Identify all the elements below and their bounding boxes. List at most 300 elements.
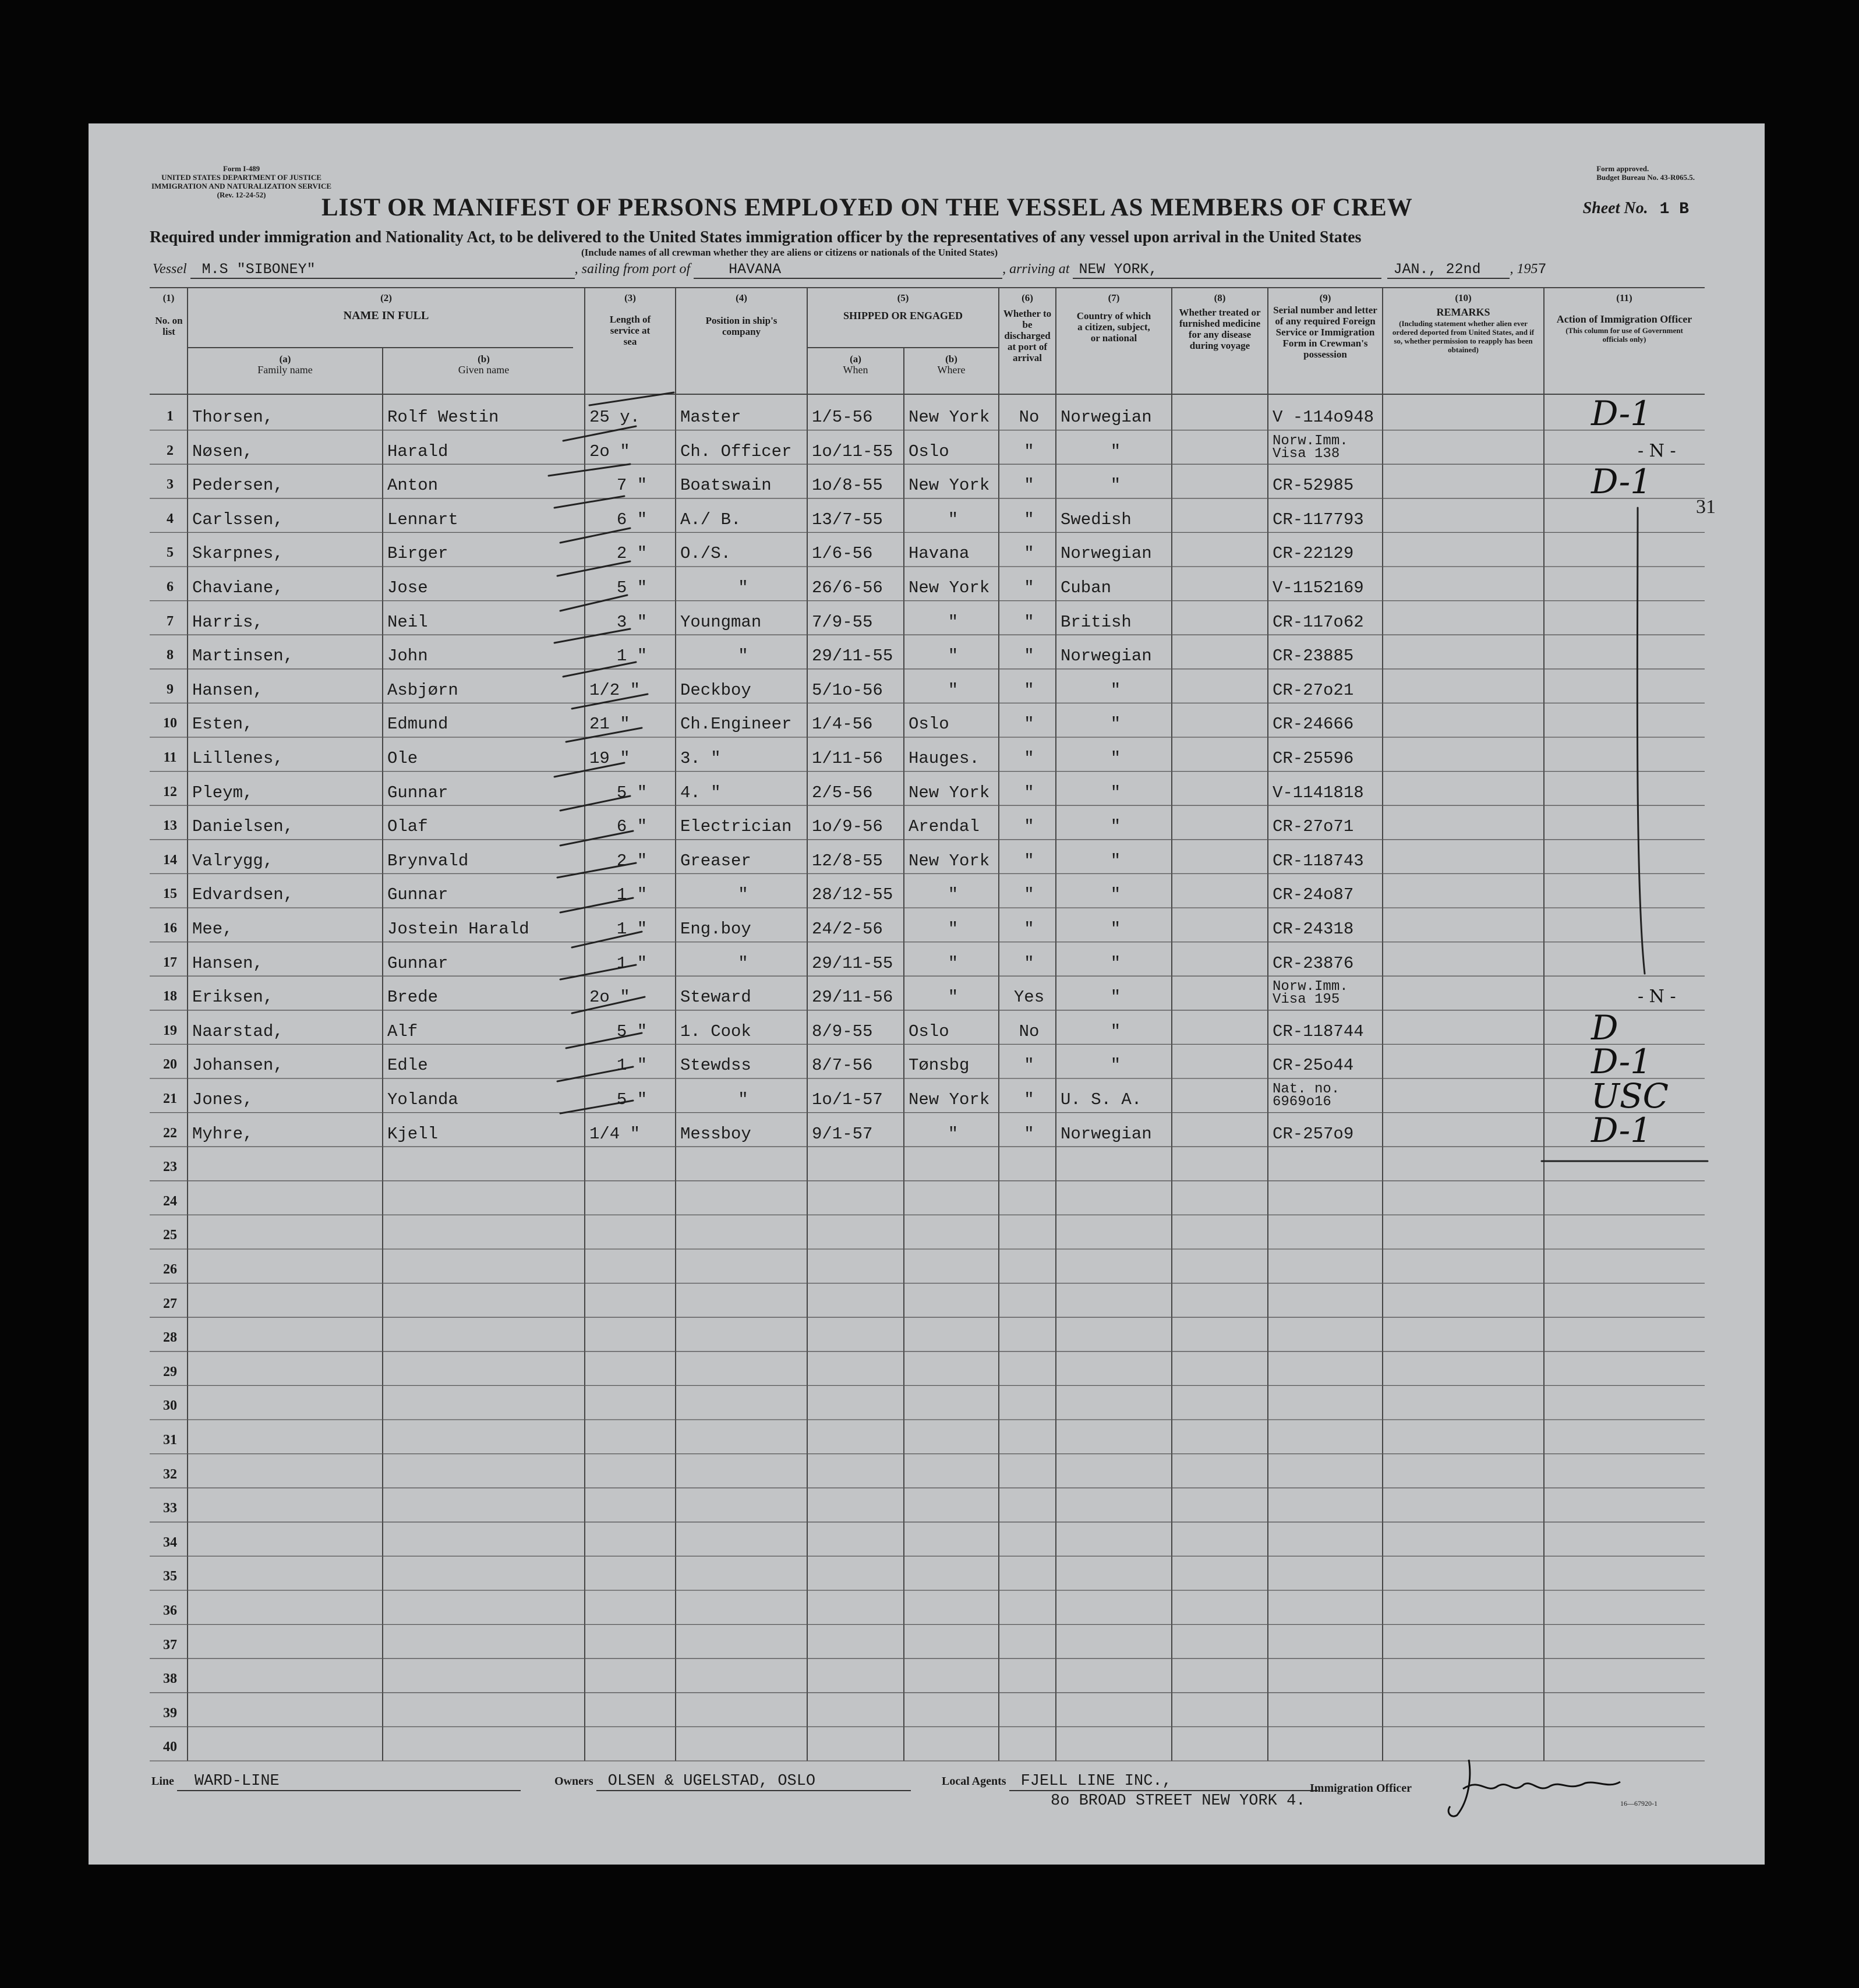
cell-service: 2o " [589, 441, 630, 461]
cell-serial: CR-23885 [1273, 646, 1354, 666]
include-note: (Include names of all crewman whether they are aliens or citizens or nationals of the United States) [581, 247, 998, 258]
cell-serial: CR-27o21 [1273, 680, 1354, 700]
cell-country: " [1110, 1056, 1121, 1076]
cell-disch: " [1024, 851, 1034, 871]
cell-where: New York [909, 476, 990, 496]
agents-address: 8o BROAD STREET NEW YORK 4. [1051, 1792, 1306, 1810]
cell-family: Jones, [192, 1090, 253, 1109]
cell-given: Anton [387, 476, 439, 496]
cell-service: 1 " [616, 1056, 648, 1076]
col-remarks-label: REMARKS [1436, 306, 1490, 318]
cell-where: New York [909, 578, 990, 597]
owners-value: OLSEN & UGELSTAD, OSLO [596, 1773, 911, 1791]
col-when-label: When [843, 364, 868, 376]
agents-label: Local Agents [942, 1775, 1006, 1788]
row-number: 5 [167, 545, 174, 561]
row-number: 12 [163, 784, 177, 800]
form-number: Form I-489 [222, 164, 260, 173]
col-shipped-num: (5) [897, 292, 909, 303]
cell-position: Greaser [680, 851, 751, 871]
vessel-label: Vessel [153, 261, 187, 277]
row-number: 37 [163, 1637, 177, 1653]
cell-where: " [948, 612, 959, 632]
cell-position: Eng.boy [680, 919, 751, 939]
cell-family: Martinsen, [192, 646, 294, 666]
col-action-label: Action of Immigration Officer [1556, 313, 1692, 325]
cell-action: D-1 [1591, 1042, 1652, 1082]
col-given-label: Given name [458, 364, 510, 376]
col-name-header [188, 292, 585, 321]
cell-when: 13/7-55 [812, 510, 883, 529]
cell-position: Ch.Engineer [680, 714, 792, 734]
footer-officer [1310, 1782, 1412, 1795]
line-value: WARD-LINE [177, 1773, 521, 1791]
col-shipped-label: SHIPPED OR ENGAGED [843, 310, 963, 321]
cell-position: " [738, 578, 748, 597]
cell-service: 5 " [616, 578, 648, 597]
row-number: 2 [167, 443, 174, 458]
cell-position: " [738, 953, 748, 973]
cell-family: Edvardsen, [192, 885, 294, 905]
col-number-label: No. on list [155, 315, 183, 337]
cell-when: 1o/1-57 [812, 1090, 883, 1109]
print-code: 16—67920-1 [1620, 1799, 1657, 1807]
col-serial-header [1268, 292, 1383, 360]
cell-disch: " [1024, 953, 1034, 973]
row-number: 19 [163, 1023, 177, 1038]
cell-service: 1 " [616, 646, 648, 666]
col-action-num: (11) [1616, 292, 1632, 303]
cell-country: " [1110, 680, 1121, 700]
cell-action: D-1 [1591, 394, 1652, 433]
cell-family: Nøsen, [192, 441, 253, 461]
cell-given: Brynvald [387, 851, 469, 871]
approval-line: Form approved. [1596, 164, 1649, 173]
row-number: 21 [163, 1091, 177, 1106]
col-where-header [904, 353, 999, 376]
cell-given: Birger [387, 544, 448, 564]
cell-serial: CR-24o87 [1273, 885, 1354, 905]
cell-family: Thorsen, [192, 408, 274, 427]
cell-serial: CR-25596 [1273, 749, 1354, 768]
cell-family: Esten, [192, 714, 253, 734]
col-name-label: NAME IN FULL [343, 309, 429, 322]
cell-position: A./ B. [680, 510, 741, 529]
cell-serial: Norw.Imm. Visa 138 [1273, 433, 1348, 462]
cell-service: 5 " [616, 1021, 648, 1041]
col-name-num: (2) [380, 292, 392, 303]
row-number: 18 [163, 989, 177, 1004]
row-number: 22 [163, 1125, 177, 1141]
cell-when: 1/4-56 [812, 714, 873, 734]
cell-family: Mee, [192, 919, 233, 939]
cell-given: John [387, 646, 428, 666]
cell-serial: V-1152169 [1273, 578, 1364, 597]
cell-where: " [948, 988, 959, 1007]
cell-disch: " [1024, 1090, 1034, 1109]
cell-when: 24/2-56 [812, 919, 883, 939]
row-number: 10 [163, 716, 177, 731]
officer-label: Immigration Officer [1310, 1782, 1412, 1795]
col-where-num: (b) [945, 353, 957, 365]
row-number: 24 [163, 1193, 177, 1209]
cell-serial: CR-52985 [1273, 476, 1354, 496]
cell-family: Harris, [192, 612, 263, 632]
cell-disch: " [1024, 714, 1034, 734]
cell-when: 1o/11-55 [812, 441, 893, 461]
cell-given: Gunnar [387, 783, 448, 802]
cell-service: 25 y. [589, 408, 641, 427]
col-number-num: (1) [162, 292, 175, 303]
cell-where: New York [909, 408, 990, 427]
cell-serial: CR-23876 [1273, 953, 1354, 973]
cell-when: 29/11-56 [812, 988, 893, 1007]
row-number: 26 [163, 1262, 177, 1277]
cell-service: 21 " [589, 714, 630, 734]
cell-service: 1 " [616, 919, 648, 939]
footer-line [151, 1773, 521, 1791]
department-name: UNITED STATES DEPARTMENT OF JUSTICE [161, 173, 321, 182]
cell-where: Hauges. [909, 749, 980, 768]
cell-position: Electrician [680, 817, 792, 837]
cell-family: Myhre, [192, 1124, 253, 1144]
cell-serial: Norw.Imm. Visa 195 [1273, 979, 1348, 1008]
cell-country: " [1110, 885, 1121, 905]
cell-where: " [948, 953, 959, 973]
col-remarks-note: (Including statement whether alien ever ordered deported from United States, and if so, whether permission to reapply has been obtained) [1392, 319, 1535, 354]
cell-country: " [1110, 817, 1121, 837]
cell-serial: CR-257o9 [1273, 1124, 1354, 1144]
col-action-header [1544, 292, 1705, 344]
cell-when: 28/12-55 [812, 885, 893, 905]
cell-position: 1. Cook [680, 1021, 751, 1041]
row-number: 8 [167, 648, 174, 663]
line-label: Line [151, 1775, 174, 1788]
row-number: 4 [167, 511, 174, 526]
cell-disch: " [1024, 749, 1034, 768]
cell-service: 1 " [616, 885, 648, 905]
cell-where: Oslo [909, 1021, 949, 1041]
cell-disch: " [1024, 612, 1034, 632]
cell-serial: CR-117o62 [1273, 612, 1364, 632]
col-action-note: (This column for use of Government officials only) [1565, 326, 1683, 344]
cell-disch: " [1024, 1124, 1034, 1144]
cell-when: 7/9-55 [812, 612, 873, 632]
cell-country: " [1110, 441, 1121, 461]
cell-family: Naarstad, [192, 1021, 284, 1041]
cell-serial: CR-22129 [1273, 544, 1354, 564]
cell-when: 1/5-56 [812, 408, 873, 427]
cell-when: 8/9-55 [812, 1021, 873, 1041]
port-value: HAVANA [694, 261, 1002, 279]
cell-given: Harald [387, 441, 448, 461]
cell-serial: V -114o948 [1273, 408, 1374, 427]
cell-disch: " [1024, 578, 1034, 597]
cell-country: Norwegian [1061, 646, 1152, 666]
cell-given: Ole [387, 749, 418, 768]
cell-service: 6 " [616, 510, 648, 529]
cell-position: Boatswain [680, 476, 772, 496]
row-number: 14 [163, 852, 177, 868]
cell-given: Alf [387, 1021, 418, 1041]
col-number-header [150, 292, 188, 337]
cell-service: 7 " [616, 476, 648, 496]
cell-disch: " [1024, 646, 1034, 666]
cell-action: D [1591, 1007, 1618, 1048]
cell-service: 19 " [589, 749, 630, 768]
cell-when: 5/1o-56 [812, 680, 883, 700]
cell-where: Oslo [909, 441, 949, 461]
revision-date: (Rev. 12-24-52) [217, 190, 266, 199]
row-number: 27 [163, 1296, 177, 1311]
arriving-value: NEW YORK, [1073, 261, 1381, 279]
cell-country: " [1110, 953, 1121, 973]
cell-position: " [738, 646, 748, 666]
cell-service: 5 " [616, 783, 648, 802]
col-when-header [807, 353, 904, 376]
cell-country: " [1110, 714, 1121, 734]
cell-country: Swedish [1061, 510, 1132, 529]
cell-family: Skarpnes, [192, 544, 284, 564]
cell-given: Brede [387, 988, 439, 1007]
cell-when: 12/8-55 [812, 851, 883, 871]
cell-country: Cuban [1061, 578, 1112, 597]
row-number: 33 [163, 1501, 177, 1516]
cell-disch: No [1019, 408, 1040, 427]
cell-given: Gunnar [387, 885, 448, 905]
cell-service: 6 " [616, 817, 648, 837]
service-name: IMMIGRATION AND NATURALIZATION SERVICE [151, 182, 332, 190]
cell-disch: " [1024, 441, 1034, 461]
cell-family: Hansen, [192, 953, 263, 973]
col-position-num: (4) [736, 292, 747, 303]
page-title: LIST OR MANIFEST OF PERSONS EMPLOYED ON THE VESSEL AS MEMBERS OF CREW [321, 194, 1413, 221]
cell-where: New York [909, 851, 990, 871]
cell-where: Oslo [909, 714, 949, 734]
cell-where: " [948, 885, 959, 905]
cell-where: " [948, 1124, 959, 1144]
cell-given: Kjell [387, 1124, 439, 1144]
cell-disch: " [1024, 885, 1034, 905]
cell-disch: " [1024, 476, 1034, 496]
cell-disch: Yes [1013, 988, 1045, 1007]
year-suffix: 7 [1538, 261, 1547, 278]
cell-given: Neil [387, 612, 428, 632]
col-medicine-label: Whether treated or furnished medicine for any disease during voyage [1179, 307, 1261, 351]
cell-given: Olaf [387, 817, 428, 837]
row-number: 32 [163, 1466, 177, 1482]
cell-country: " [1110, 783, 1121, 802]
row-number: 34 [163, 1534, 177, 1550]
cell-position: Steward [680, 988, 751, 1007]
col-remarks-header [1383, 292, 1544, 354]
row-number: 38 [163, 1671, 177, 1687]
year-prefix: , 195 [1510, 261, 1538, 277]
cell-disch: " [1024, 919, 1034, 939]
cell-when: 9/1-57 [812, 1124, 873, 1144]
cell-when: 1o/8-55 [812, 476, 883, 496]
cell-service: 2o " [589, 988, 630, 1007]
cell-country: " [1110, 749, 1121, 768]
cell-family: Pleym, [192, 783, 253, 802]
cell-position: Youngman [680, 612, 762, 632]
sheet-value: 1 B [1659, 200, 1689, 218]
sailing-label: , sailing from port of [574, 261, 691, 277]
cell-position: Deckboy [680, 680, 751, 700]
cell-family: Carlssen, [192, 510, 284, 529]
footer-agents [942, 1773, 1318, 1791]
col-serial-label: Serial number and letter of any required Foreign Service or Immigration Form in Crewman's possession [1273, 305, 1377, 360]
cell-service: 2 " [616, 851, 648, 871]
cell-when: 1/6-56 [812, 544, 873, 564]
col-service-label: Length of service at sea [609, 314, 651, 347]
cell-serial: CR-24666 [1273, 714, 1354, 734]
col-country-num: (7) [1108, 292, 1120, 303]
footer-owners [554, 1773, 911, 1791]
cell-disch: " [1024, 783, 1034, 802]
row-number: 9 [167, 681, 174, 697]
row-number: 20 [163, 1057, 177, 1073]
cell-service: 1/2 " [589, 680, 641, 700]
col-family-label: Family name [257, 364, 313, 376]
cell-country: " [1110, 851, 1121, 871]
row-number: 23 [163, 1159, 177, 1175]
cell-serial: CR-118743 [1273, 851, 1364, 871]
cell-serial: V-1141818 [1273, 783, 1364, 802]
owners-label: Owners [554, 1775, 593, 1788]
cell-position: 4. " [680, 783, 721, 802]
col-discharge-header [999, 292, 1056, 363]
cell-position: " [738, 1090, 748, 1109]
cell-when: 26/6-56 [812, 578, 883, 597]
cell-given: Jostein Harald [387, 919, 529, 939]
cell-disch: No [1019, 1021, 1040, 1041]
cell-country: " [1110, 988, 1121, 1007]
cell-given: Yolanda [387, 1090, 458, 1109]
cell-family: Danielsen, [192, 817, 294, 837]
cell-country: " [1110, 919, 1121, 939]
cell-action: USC [1591, 1076, 1669, 1116]
cell-given: Rolf Westin [387, 408, 499, 427]
cell-disch: " [1024, 510, 1034, 529]
vessel-value: M.S "SIBONEY" [190, 261, 575, 279]
cell-serial: CR-117793 [1273, 510, 1364, 529]
cell-when: 29/11-55 [812, 953, 893, 973]
col-remarks-num: (10) [1455, 292, 1472, 303]
row-number: 29 [163, 1364, 177, 1379]
cell-serial: CR-24318 [1273, 919, 1354, 939]
cell-service: 3 " [616, 612, 648, 632]
row-number: 31 [163, 1432, 177, 1448]
cell-where: " [948, 680, 959, 700]
cell-where: Havana [909, 544, 970, 564]
cell-position: Messboy [680, 1124, 751, 1144]
col-service-num: (3) [624, 292, 636, 303]
col-given-header [383, 353, 585, 376]
cell-position: Master [680, 408, 741, 427]
row-number: 7 [167, 613, 174, 629]
cell-disch: " [1024, 680, 1034, 700]
cell-position: Ch. Officer [680, 441, 792, 461]
cell-given: Lennart [387, 510, 458, 529]
row-number: 6 [167, 579, 174, 595]
cell-position: 3. " [680, 749, 721, 768]
arrival-date: JAN., 22nd [1387, 261, 1510, 279]
row-number: 13 [163, 818, 177, 834]
cell-given: Jose [387, 578, 428, 597]
cell-where: " [948, 510, 959, 529]
cell-when: 1o/9-56 [812, 817, 883, 837]
row-number: 28 [163, 1330, 177, 1346]
cell-family: Eriksen, [192, 988, 274, 1007]
cell-where: " [948, 646, 959, 666]
cell-family: Hansen, [192, 680, 263, 700]
cell-country: " [1110, 476, 1121, 496]
cell-family: Chaviane, [192, 578, 284, 597]
cell-country: U. S. A. [1061, 1090, 1142, 1109]
row-number: 40 [163, 1739, 177, 1755]
col-position-header [676, 292, 807, 337]
cell-disch: " [1024, 817, 1034, 837]
cell-family: Valrygg, [192, 851, 274, 871]
agents-value-1: FJELL LINE INC., [1009, 1773, 1318, 1791]
col-medicine-num: (8) [1214, 292, 1226, 303]
stamp-number: 31 [1696, 496, 1716, 518]
col-when-num: (a) [850, 353, 861, 365]
col-given-num: (b) [478, 353, 490, 365]
manifest-sheet [89, 123, 1765, 1865]
officer-signature [1446, 1754, 1638, 1824]
cell-position: " [738, 885, 748, 905]
sheet-label: Sheet No. [1582, 199, 1648, 217]
cell-country: Norwegian [1061, 544, 1152, 564]
cell-service: 2 " [616, 544, 648, 564]
cell-action: D-1 [1591, 462, 1652, 502]
row-number: 15 [163, 886, 177, 902]
row-number: 11 [163, 750, 177, 765]
cell-where: Arendal [909, 817, 980, 837]
cell-where: " [948, 919, 959, 939]
cell-given: Edmund [387, 714, 448, 734]
cell-action: D-1 [1591, 1110, 1652, 1150]
cell-when: 29/11-55 [812, 646, 893, 666]
col-family-header [188, 353, 383, 376]
cell-disch: " [1024, 1056, 1034, 1076]
cell-when: 8/7-56 [812, 1056, 873, 1076]
cell-disch: " [1024, 544, 1034, 564]
cell-family: Lillenes, [192, 749, 284, 768]
row-number: 36 [163, 1603, 177, 1618]
row-number: 3 [167, 477, 174, 493]
row-number: 30 [163, 1398, 177, 1414]
cell-given: Edle [387, 1056, 428, 1076]
cell-country: British [1061, 612, 1132, 632]
col-family-num: (a) [279, 353, 291, 365]
col-medicine-header [1172, 292, 1268, 351]
cell-where: New York [909, 783, 990, 802]
cell-given: Gunnar [387, 953, 448, 973]
cell-country: " [1110, 1021, 1121, 1041]
col-country-label: Country of which a citizen, subject, or national [1076, 310, 1151, 344]
cell-position: Stewdss [680, 1056, 751, 1076]
cell-action: - N - [1638, 986, 1676, 1007]
col-serial-num: (9) [1319, 292, 1331, 303]
row-number: 17 [163, 954, 177, 970]
arriving-label: , arriving at [1002, 261, 1070, 277]
cell-service: 1 " [616, 953, 648, 973]
cell-family: Johansen, [192, 1056, 284, 1076]
cell-serial: CR-25o44 [1273, 1056, 1354, 1076]
